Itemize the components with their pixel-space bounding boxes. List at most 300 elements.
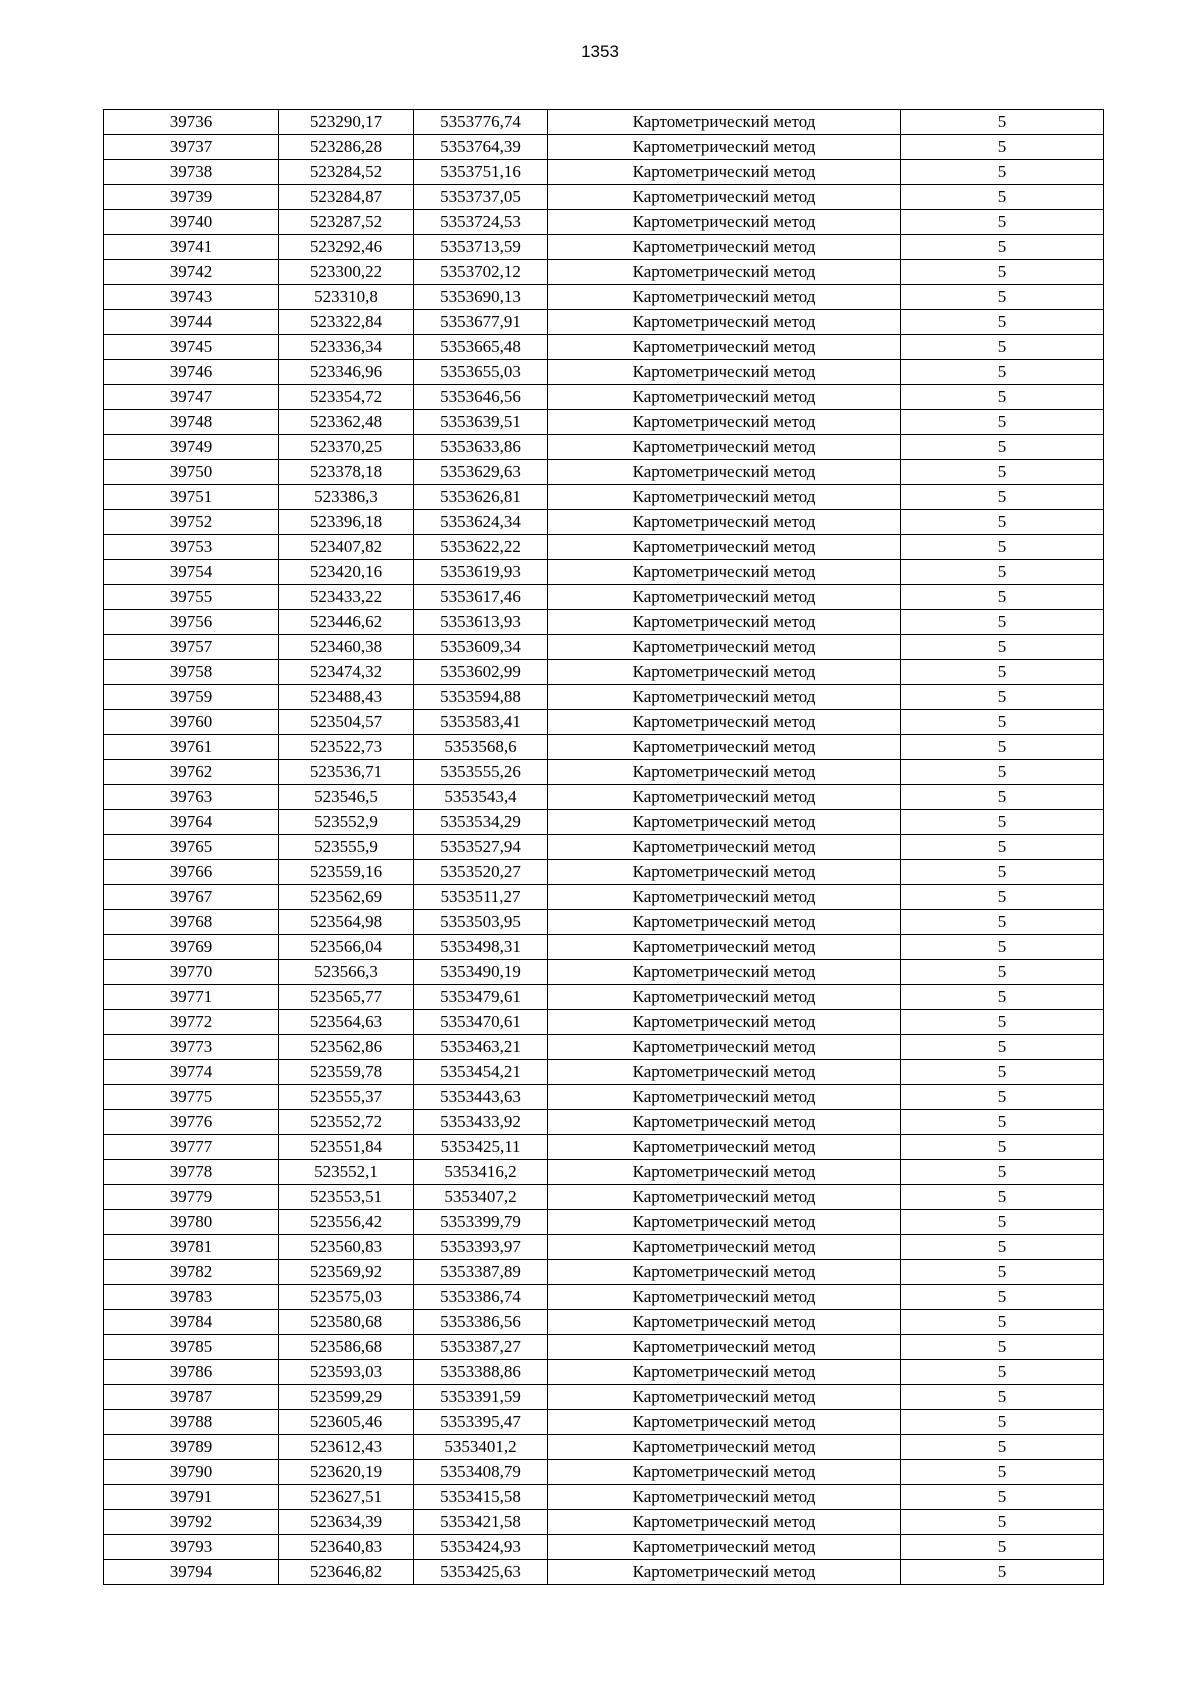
y-coordinate-cell: 5353388,86 <box>414 1360 548 1385</box>
x-coordinate-cell: 523310,8 <box>279 285 414 310</box>
x-coordinate-cell: 523370,25 <box>279 435 414 460</box>
method-cell: Картометрический метод <box>548 385 901 410</box>
accuracy-cell: 5 <box>901 1460 1104 1485</box>
method-cell: Картометрический метод <box>548 1185 901 1210</box>
table-row <box>104 1235 1104 1260</box>
y-coordinate-cell: 5353617,46 <box>414 585 548 610</box>
method-cell: Картометрический метод <box>548 235 901 260</box>
table-row <box>104 1010 1104 1035</box>
method-cell: Картометрический метод <box>548 510 901 535</box>
method-cell: Картометрический метод <box>548 685 901 710</box>
table-row <box>104 535 1104 560</box>
accuracy-cell: 5 <box>901 335 1104 360</box>
y-coordinate-cell: 5353613,93 <box>414 610 548 635</box>
x-coordinate-cell: 523552,1 <box>279 1160 414 1185</box>
point-number-cell: 39748 <box>104 410 279 435</box>
x-coordinate-cell: 523290,17 <box>279 110 414 135</box>
point-number-cell: 39769 <box>104 935 279 960</box>
point-number-cell: 39768 <box>104 910 279 935</box>
method-cell: Картометрический метод <box>548 935 901 960</box>
table-row <box>104 485 1104 510</box>
y-coordinate-cell: 5353454,21 <box>414 1060 548 1085</box>
point-number-cell: 39786 <box>104 1360 279 1385</box>
x-coordinate-cell: 523634,39 <box>279 1510 414 1535</box>
y-coordinate-cell: 5353386,74 <box>414 1285 548 1310</box>
y-coordinate-cell: 5353424,93 <box>414 1535 548 1560</box>
x-coordinate-cell: 523553,51 <box>279 1185 414 1210</box>
table-row <box>104 1410 1104 1435</box>
y-coordinate-cell: 5353463,21 <box>414 1035 548 1060</box>
accuracy-cell: 5 <box>901 735 1104 760</box>
method-cell: Картометрический метод <box>548 1210 901 1235</box>
table-row <box>104 210 1104 235</box>
point-number-cell: 39775 <box>104 1085 279 1110</box>
accuracy-cell: 5 <box>901 635 1104 660</box>
x-coordinate-cell: 523646,82 <box>279 1560 414 1585</box>
method-cell: Картометрический метод <box>548 585 901 610</box>
coordinates-table <box>103 109 1104 1585</box>
accuracy-cell: 5 <box>901 910 1104 935</box>
y-coordinate-cell: 5353568,6 <box>414 735 548 760</box>
x-coordinate-cell: 523562,69 <box>279 885 414 910</box>
x-coordinate-cell: 523336,34 <box>279 335 414 360</box>
method-cell: Картометрический метод <box>548 860 901 885</box>
x-coordinate-cell: 523292,46 <box>279 235 414 260</box>
x-coordinate-cell: 523346,96 <box>279 360 414 385</box>
y-coordinate-cell: 5353386,56 <box>414 1310 548 1335</box>
x-coordinate-cell: 523612,43 <box>279 1435 414 1460</box>
method-cell: Картометрический метод <box>548 260 901 285</box>
table-row <box>104 435 1104 460</box>
accuracy-cell: 5 <box>901 1485 1104 1510</box>
x-coordinate-cell: 523593,03 <box>279 1360 414 1385</box>
table-row <box>104 910 1104 935</box>
point-number-cell: 39790 <box>104 1460 279 1485</box>
accuracy-cell: 5 <box>901 285 1104 310</box>
table-row <box>104 1335 1104 1360</box>
method-cell: Картометрический метод <box>548 1485 901 1510</box>
accuracy-cell: 5 <box>901 1135 1104 1160</box>
method-cell: Картометрический метод <box>548 485 901 510</box>
method-cell: Картометрический метод <box>548 560 901 585</box>
accuracy-cell: 5 <box>901 610 1104 635</box>
table-row <box>104 1060 1104 1085</box>
y-coordinate-cell: 5353401,2 <box>414 1435 548 1460</box>
y-coordinate-cell: 5353534,29 <box>414 810 548 835</box>
accuracy-cell: 5 <box>901 1185 1104 1210</box>
method-cell: Картометрический метод <box>548 1060 901 1085</box>
method-cell: Картометрический метод <box>548 1310 901 1335</box>
accuracy-cell: 5 <box>901 1410 1104 1435</box>
accuracy-cell: 5 <box>901 535 1104 560</box>
point-number-cell: 39761 <box>104 735 279 760</box>
method-cell: Картометрический метод <box>548 135 901 160</box>
y-coordinate-cell: 5353416,2 <box>414 1160 548 1185</box>
y-coordinate-cell: 5353399,79 <box>414 1210 548 1235</box>
method-cell: Картометрический метод <box>548 635 901 660</box>
method-cell: Картометрический метод <box>548 1335 901 1360</box>
y-coordinate-cell: 5353624,34 <box>414 510 548 535</box>
accuracy-cell: 5 <box>901 785 1104 810</box>
y-coordinate-cell: 5353503,95 <box>414 910 548 935</box>
point-number-cell: 39741 <box>104 235 279 260</box>
table-row <box>104 1160 1104 1185</box>
x-coordinate-cell: 523586,68 <box>279 1335 414 1360</box>
method-cell: Картометрический метод <box>548 1560 901 1585</box>
point-number-cell: 39759 <box>104 685 279 710</box>
y-coordinate-cell: 5353425,11 <box>414 1135 548 1160</box>
x-coordinate-cell: 523386,3 <box>279 485 414 510</box>
y-coordinate-cell: 5353511,27 <box>414 885 548 910</box>
accuracy-cell: 5 <box>901 1210 1104 1235</box>
point-number-cell: 39773 <box>104 1035 279 1060</box>
table-row <box>104 1185 1104 1210</box>
accuracy-cell: 5 <box>901 1560 1104 1585</box>
y-coordinate-cell: 5353639,51 <box>414 410 548 435</box>
point-number-cell: 39739 <box>104 185 279 210</box>
accuracy-cell: 5 <box>901 360 1104 385</box>
accuracy-cell: 5 <box>901 860 1104 885</box>
table-row <box>104 1285 1104 1310</box>
accuracy-cell: 5 <box>901 385 1104 410</box>
x-coordinate-cell: 523620,19 <box>279 1460 414 1485</box>
point-number-cell: 39753 <box>104 535 279 560</box>
accuracy-cell: 5 <box>901 485 1104 510</box>
x-coordinate-cell: 523640,83 <box>279 1535 414 1560</box>
accuracy-cell: 5 <box>901 960 1104 985</box>
x-coordinate-cell: 523322,84 <box>279 310 414 335</box>
method-cell: Картометрический метод <box>548 1460 901 1485</box>
y-coordinate-cell: 5353543,4 <box>414 785 548 810</box>
method-cell: Картометрический метод <box>548 985 901 1010</box>
table-row <box>104 160 1104 185</box>
method-cell: Картометрический метод <box>548 285 901 310</box>
table-row <box>104 285 1104 310</box>
table-row <box>104 335 1104 360</box>
point-number-cell: 39766 <box>104 860 279 885</box>
table-row <box>104 760 1104 785</box>
accuracy-cell: 5 <box>901 1510 1104 1535</box>
point-number-cell: 39783 <box>104 1285 279 1310</box>
table-row <box>104 310 1104 335</box>
method-cell: Картометрический метод <box>548 1510 901 1535</box>
table-row <box>104 135 1104 160</box>
table-row <box>104 835 1104 860</box>
point-number-cell: 39778 <box>104 1160 279 1185</box>
x-coordinate-cell: 523488,43 <box>279 685 414 710</box>
point-number-cell: 39777 <box>104 1135 279 1160</box>
x-coordinate-cell: 523546,5 <box>279 785 414 810</box>
method-cell: Картометрический метод <box>548 1160 901 1185</box>
x-coordinate-cell: 523566,04 <box>279 935 414 960</box>
point-number-cell: 39762 <box>104 760 279 785</box>
table-row <box>104 385 1104 410</box>
x-coordinate-cell: 523556,42 <box>279 1210 414 1235</box>
accuracy-cell: 5 <box>901 1310 1104 1335</box>
x-coordinate-cell: 523560,83 <box>279 1235 414 1260</box>
method-cell: Картометрический метод <box>548 1285 901 1310</box>
table-row <box>104 560 1104 585</box>
accuracy-cell: 5 <box>901 1435 1104 1460</box>
table-row <box>104 935 1104 960</box>
x-coordinate-cell: 523580,68 <box>279 1310 414 1335</box>
point-number-cell: 39744 <box>104 310 279 335</box>
y-coordinate-cell: 5353470,61 <box>414 1010 548 1035</box>
table-row <box>104 860 1104 885</box>
table-row <box>104 460 1104 485</box>
y-coordinate-cell: 5353609,34 <box>414 635 548 660</box>
point-number-cell: 39751 <box>104 485 279 510</box>
accuracy-cell: 5 <box>901 110 1104 135</box>
point-number-cell: 39781 <box>104 1235 279 1260</box>
table-row <box>104 360 1104 385</box>
accuracy-cell: 5 <box>901 810 1104 835</box>
x-coordinate-cell: 523287,52 <box>279 210 414 235</box>
x-coordinate-cell: 523362,48 <box>279 410 414 435</box>
page-number: 1353 <box>581 42 619 61</box>
method-cell: Картометрический метод <box>548 410 901 435</box>
point-number-cell: 39770 <box>104 960 279 985</box>
x-coordinate-cell: 523407,82 <box>279 535 414 560</box>
x-coordinate-cell: 523559,78 <box>279 1060 414 1085</box>
accuracy-cell: 5 <box>901 1335 1104 1360</box>
point-number-cell: 39788 <box>104 1410 279 1435</box>
table-row <box>104 110 1104 135</box>
x-coordinate-cell: 523284,52 <box>279 160 414 185</box>
table-row <box>104 410 1104 435</box>
accuracy-cell: 5 <box>901 1285 1104 1310</box>
method-cell: Картометрический метод <box>548 1010 901 1035</box>
y-coordinate-cell: 5353594,88 <box>414 685 548 710</box>
x-coordinate-cell: 523286,28 <box>279 135 414 160</box>
table-row <box>104 1560 1104 1585</box>
accuracy-cell: 5 <box>901 135 1104 160</box>
accuracy-cell: 5 <box>901 460 1104 485</box>
accuracy-cell: 5 <box>901 1110 1104 1135</box>
accuracy-cell: 5 <box>901 210 1104 235</box>
accuracy-cell: 5 <box>901 660 1104 685</box>
point-number-cell: 39740 <box>104 210 279 235</box>
accuracy-cell: 5 <box>901 1260 1104 1285</box>
x-coordinate-cell: 523460,38 <box>279 635 414 660</box>
point-number-cell: 39779 <box>104 1185 279 1210</box>
method-cell: Картометрический метод <box>548 335 901 360</box>
point-number-cell: 39791 <box>104 1485 279 1510</box>
method-cell: Картометрический метод <box>548 360 901 385</box>
table-row <box>104 510 1104 535</box>
method-cell: Картометрический метод <box>548 960 901 985</box>
table-row <box>104 1085 1104 1110</box>
accuracy-cell: 5 <box>901 760 1104 785</box>
y-coordinate-cell: 5353690,13 <box>414 285 548 310</box>
x-coordinate-cell: 523300,22 <box>279 260 414 285</box>
point-number-cell: 39743 <box>104 285 279 310</box>
accuracy-cell: 5 <box>901 935 1104 960</box>
accuracy-cell: 5 <box>901 1035 1104 1060</box>
point-number-cell: 39746 <box>104 360 279 385</box>
point-number-cell: 39754 <box>104 560 279 585</box>
y-coordinate-cell: 5353626,81 <box>414 485 548 510</box>
y-coordinate-cell: 5353677,91 <box>414 310 548 335</box>
y-coordinate-cell: 5353555,26 <box>414 760 548 785</box>
point-number-cell: 39745 <box>104 335 279 360</box>
point-number-cell: 39785 <box>104 1335 279 1360</box>
point-number-cell: 39767 <box>104 885 279 910</box>
point-number-cell: 39750 <box>104 460 279 485</box>
y-coordinate-cell: 5353764,39 <box>414 135 548 160</box>
y-coordinate-cell: 5353498,31 <box>414 935 548 960</box>
y-coordinate-cell: 5353702,12 <box>414 260 548 285</box>
point-number-cell: 39738 <box>104 160 279 185</box>
table-row <box>104 1385 1104 1410</box>
y-coordinate-cell: 5353425,63 <box>414 1560 548 1585</box>
x-coordinate-cell: 523433,22 <box>279 585 414 610</box>
accuracy-cell: 5 <box>901 1360 1104 1385</box>
accuracy-cell: 5 <box>901 835 1104 860</box>
y-coordinate-cell: 5353655,03 <box>414 360 548 385</box>
x-coordinate-cell: 523551,84 <box>279 1135 414 1160</box>
coordinates-table-body <box>104 110 1104 1585</box>
accuracy-cell: 5 <box>901 1385 1104 1410</box>
method-cell: Картометрический метод <box>548 1235 901 1260</box>
y-coordinate-cell: 5353393,97 <box>414 1235 548 1260</box>
x-coordinate-cell: 523564,63 <box>279 1010 414 1035</box>
method-cell: Картометрический метод <box>548 1385 901 1410</box>
y-coordinate-cell: 5353443,63 <box>414 1085 548 1110</box>
method-cell: Картометрический метод <box>548 1410 901 1435</box>
table-row <box>104 685 1104 710</box>
table-row <box>104 660 1104 685</box>
x-coordinate-cell: 523555,37 <box>279 1085 414 1110</box>
point-number-cell: 39757 <box>104 635 279 660</box>
accuracy-cell: 5 <box>901 310 1104 335</box>
x-coordinate-cell: 523627,51 <box>279 1485 414 1510</box>
method-cell: Картометрический метод <box>548 185 901 210</box>
point-number-cell: 39793 <box>104 1535 279 1560</box>
point-number-cell: 39787 <box>104 1385 279 1410</box>
method-cell: Картометрический метод <box>548 460 901 485</box>
x-coordinate-cell: 523378,18 <box>279 460 414 485</box>
y-coordinate-cell: 5353646,56 <box>414 385 548 410</box>
table-row <box>104 1110 1104 1135</box>
y-coordinate-cell: 5353395,47 <box>414 1410 548 1435</box>
point-number-cell: 39776 <box>104 1110 279 1135</box>
point-number-cell: 39756 <box>104 610 279 635</box>
x-coordinate-cell: 523605,46 <box>279 1410 414 1435</box>
x-coordinate-cell: 523599,29 <box>279 1385 414 1410</box>
x-coordinate-cell: 523562,86 <box>279 1035 414 1060</box>
y-coordinate-cell: 5353527,94 <box>414 835 548 860</box>
table-row <box>104 185 1104 210</box>
table-row <box>104 1460 1104 1485</box>
table-row <box>104 585 1104 610</box>
accuracy-cell: 5 <box>901 710 1104 735</box>
accuracy-cell: 5 <box>901 1060 1104 1085</box>
y-coordinate-cell: 5353776,74 <box>414 110 548 135</box>
point-number-cell: 39763 <box>104 785 279 810</box>
x-coordinate-cell: 523555,9 <box>279 835 414 860</box>
table-row <box>104 1035 1104 1060</box>
point-number-cell: 39742 <box>104 260 279 285</box>
point-number-cell: 39747 <box>104 385 279 410</box>
point-number-cell: 39772 <box>104 1010 279 1035</box>
table-row <box>104 610 1104 635</box>
table-row <box>104 1485 1104 1510</box>
accuracy-cell: 5 <box>901 185 1104 210</box>
y-coordinate-cell: 5353629,63 <box>414 460 548 485</box>
x-coordinate-cell: 523575,03 <box>279 1285 414 1310</box>
point-number-cell: 39789 <box>104 1435 279 1460</box>
method-cell: Картометрический метод <box>548 435 901 460</box>
table-row <box>104 985 1104 1010</box>
method-cell: Картометрический метод <box>548 760 901 785</box>
table-row <box>104 735 1104 760</box>
y-coordinate-cell: 5353619,93 <box>414 560 548 585</box>
point-number-cell: 39780 <box>104 1210 279 1235</box>
table-row <box>104 1360 1104 1385</box>
point-number-cell: 39737 <box>104 135 279 160</box>
accuracy-cell: 5 <box>901 885 1104 910</box>
accuracy-cell: 5 <box>901 435 1104 460</box>
method-cell: Картометрический метод <box>548 1360 901 1385</box>
accuracy-cell: 5 <box>901 160 1104 185</box>
point-number-cell: 39758 <box>104 660 279 685</box>
x-coordinate-cell: 523552,9 <box>279 810 414 835</box>
table-row <box>104 1535 1104 1560</box>
method-cell: Картометрический метод <box>548 660 901 685</box>
method-cell: Картометрический метод <box>548 535 901 560</box>
accuracy-cell: 5 <box>901 1235 1104 1260</box>
y-coordinate-cell: 5353387,27 <box>414 1335 548 1360</box>
method-cell: Картометрический метод <box>548 735 901 760</box>
point-number-cell: 39760 <box>104 710 279 735</box>
point-number-cell: 39771 <box>104 985 279 1010</box>
method-cell: Картометрический метод <box>548 910 901 935</box>
method-cell: Картометрический метод <box>548 1110 901 1135</box>
y-coordinate-cell: 5353415,58 <box>414 1485 548 1510</box>
method-cell: Картометрический метод <box>548 1035 901 1060</box>
x-coordinate-cell: 523565,77 <box>279 985 414 1010</box>
y-coordinate-cell: 5353391,59 <box>414 1385 548 1410</box>
y-coordinate-cell: 5353583,41 <box>414 710 548 735</box>
table-row <box>104 1435 1104 1460</box>
method-cell: Картометрический метод <box>548 1535 901 1560</box>
point-number-cell: 39752 <box>104 510 279 535</box>
accuracy-cell: 5 <box>901 1010 1104 1035</box>
table-row <box>104 710 1104 735</box>
y-coordinate-cell: 5353407,2 <box>414 1185 548 1210</box>
accuracy-cell: 5 <box>901 585 1104 610</box>
x-coordinate-cell: 523284,87 <box>279 185 414 210</box>
y-coordinate-cell: 5353751,16 <box>414 160 548 185</box>
method-cell: Картометрический метод <box>548 1435 901 1460</box>
x-coordinate-cell: 523569,92 <box>279 1260 414 1285</box>
y-coordinate-cell: 5353633,86 <box>414 435 548 460</box>
y-coordinate-cell: 5353713,59 <box>414 235 548 260</box>
table-row <box>104 1510 1104 1535</box>
x-coordinate-cell: 523354,72 <box>279 385 414 410</box>
x-coordinate-cell: 523446,62 <box>279 610 414 635</box>
x-coordinate-cell: 523552,72 <box>279 1110 414 1135</box>
accuracy-cell: 5 <box>901 260 1104 285</box>
point-number-cell: 39794 <box>104 1560 279 1585</box>
table-row <box>104 1210 1104 1235</box>
y-coordinate-cell: 5353520,27 <box>414 860 548 885</box>
table-row <box>104 885 1104 910</box>
accuracy-cell: 5 <box>901 235 1104 260</box>
point-number-cell: 39736 <box>104 110 279 135</box>
accuracy-cell: 5 <box>901 1535 1104 1560</box>
